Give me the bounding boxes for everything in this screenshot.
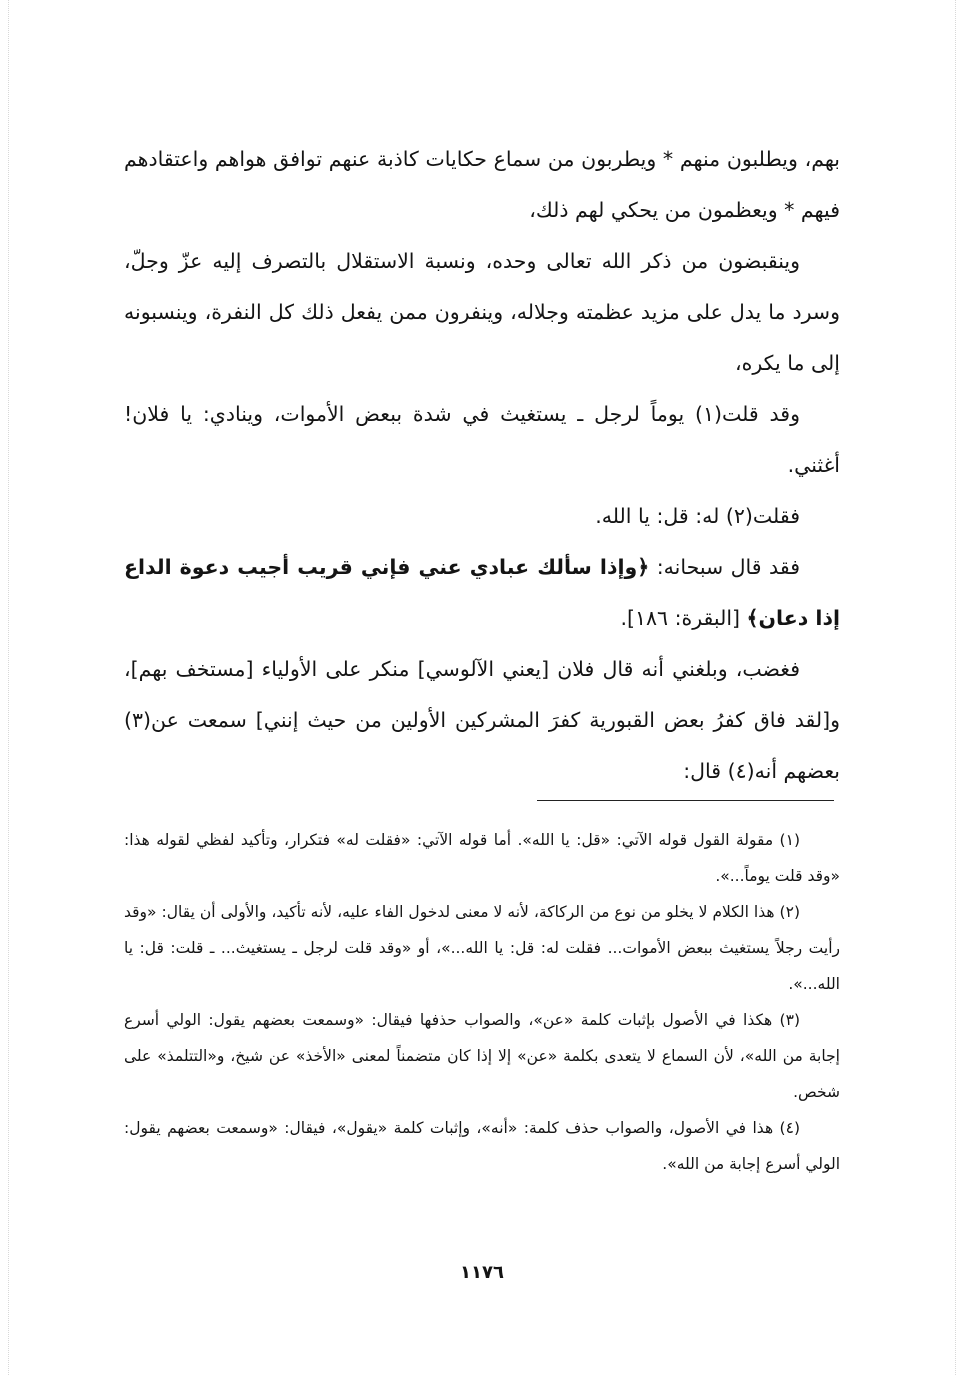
body-paragraph xyxy=(124,134,840,236)
body-text-segment: وقد قلت(١) يوماً لرجل ـ يستغيث في شدة ببعض الأموات، وينادي: يا فلان! أغثني. xyxy=(124,402,840,477)
footnote-separator xyxy=(537,800,834,801)
scan-edge-left xyxy=(8,0,9,1375)
footnotes xyxy=(124,822,840,1182)
body-text-segment: [البقرة: ١٨٦]. xyxy=(620,606,747,630)
body-paragraph xyxy=(124,644,840,797)
footnote-1: (١) مقولة القول قوله الآتي: «قل: يا الله». أما قوله الآتي: «فقلت له» فتكرار، وتأكيد لفظي لقوله هذا: «وقد قلت يوماً...». xyxy=(124,831,840,885)
page-number: ١١٧٦ xyxy=(460,1262,504,1283)
body-paragraph xyxy=(124,389,840,491)
body-text-segment: فقلت(٢) له: قل: يا الله. xyxy=(595,504,800,528)
footnote-3: (٣) هكذا في الأصول بإثبات كلمة «عن»، والصواب حذفها فيقال: «وسمعت بعضهم يقول: الولي أسرع إجابة من الله»، لأن السماع لا يتعدى بكلمة «عن» إلا إذا كان متضمناً لمعنى «الأخذ» عن شيخ، و«التتلمذ» على شخص. xyxy=(124,1011,840,1101)
quran-verse: ﴿وإذا سألك عبادي عني فإني قريب أجيب دعوة الداع إذا دعان﴾ xyxy=(124,555,840,630)
scan-edge-right xyxy=(955,0,956,1375)
main-text xyxy=(124,134,840,797)
body-paragraph xyxy=(124,542,840,644)
body-text-segment: وينقبضون من ذكر الله تعالى وحده، ونسبة الاستقلال بالتصرف إليه عزّ وجلّ، وسرد ما يدل على مزيد عظمته وجلاله، وينفرون ممن يفعل ذلك كل النفرة، وينسبونه إلى ما يكره، xyxy=(124,249,840,375)
body-text-segment: بهم، ويطلبون منهم * ويطربون من سماع حكايات كاذبة عنهم توافق هواهم واعتقادهم فيهم * ويعظمون من يحكي لهم ذلك، xyxy=(124,147,840,222)
footnote-2: (٢) هذا الكلام لا يخلو من نوع من الركاكة، لأنه لا معنى لدخول الفاء عليه، لأنه تأكيد، والأولى أن يقال: «وقد رأيت رجلاً يستغيث ببعض الأموات... فقلت له: قل: يا الله...»، أو «وقد قلت لرجل ـ يستغيث... ـ قلت: قل: يا الله...». xyxy=(124,903,840,993)
body-paragraph xyxy=(124,236,840,389)
body-text-segment: فغضب، وبلغني أنه قال فلان [يعني الآلوسي] منكر على الأولياء [مستخف بهم]، و[لقد فاق كفرُ بعض القبورية كفرَ المشركين الأولين من حيث إنني] سمعت عن(٣) بعضهم أنه(٤) قال: xyxy=(124,657,840,783)
body-paragraph xyxy=(124,491,840,542)
footnote-4: (٤) هذا في الأصول، والصواب حذف كلمة: «أنه»، وإثبات كلمة «يقول»، فيقال: «وسمعت بعضهم يقول: الولي أسرع إجابة من الله». xyxy=(124,1119,840,1173)
body-text-segment: فقد قال سبحانه: xyxy=(649,555,800,579)
